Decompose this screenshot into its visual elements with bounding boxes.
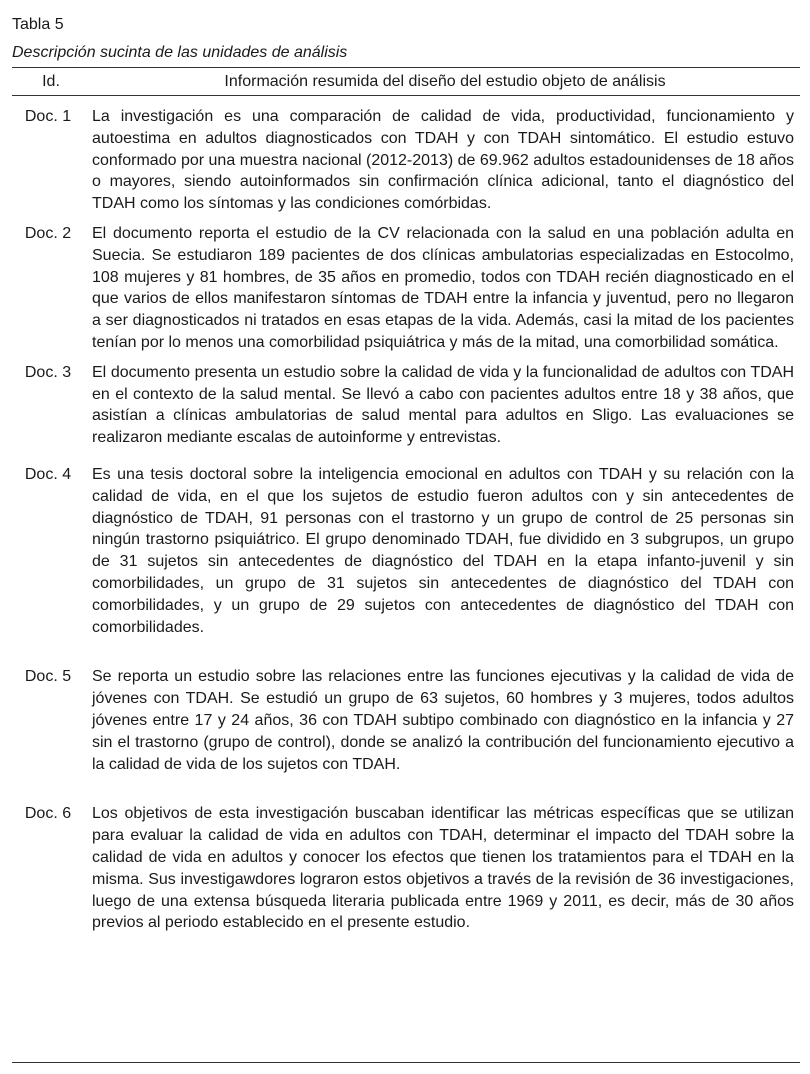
table-label: Tabla 5 xyxy=(12,16,64,33)
row-text: Se reporta un estudio sobre las relaciones entre las funciones ejecutivas y la calidad de vida de jóvenes con TDAH. Se estudió un grupo de 63 sujetos, 60 hombres y 3 mujeres, todos adultos jóvenes entre 17 y 24 años, 36 con TDAH subtipo combinado con diagnóstico en la infancia y 27 sin el trastorno (grupo de control), donde se analizó la contribución del funcionamiento ejecutivo a la calidad de vida de los sujetos con TDAH. xyxy=(92,668,794,773)
row-id: Doc. 4 xyxy=(24,465,72,483)
bottom-rule xyxy=(12,1062,800,1063)
table-row-doc-3 xyxy=(12,362,800,449)
header-info: Información resumida del diseño del estudio objeto de análisis xyxy=(224,73,666,90)
row-id: Doc. 5 xyxy=(24,668,72,686)
row-text: Los objetivos de esta investigación buscaban identificar las métricas específicas que se utilizan para evaluar la calidad de vida en adultos con TDAH, determinar el impacto del TDAH sobre la calidad de vida en adultos y conocer los efectos que tienen los tratamientos para el TDAH en la misma. Sus investigawdores lograron estos objetivos a través de la revisión de 36 investigaciones, luego de una extensa búsqueda literaria publicada entre 1969 y 2011, es decir, más de 30 años previos al periodo establecido en el presente estudio. xyxy=(92,805,794,932)
table-row-doc-6 xyxy=(12,803,800,934)
row-text: El documento reporta el estudio de la CV relacionada con la salud en una población adulta en Suecia. Se estudiaron 189 pacientes de dos clínicas ambulatorias especializadas en Estocolmo, 108 mujeres y 81 hombres, de 35 años en promedio, todos con TDAH recién diagnosticado en el que varios de ellos manifestaron síntomas de TDAH entre la infancia y juventud, pero no llegaron a ser diagnosticados ni tratados en esas etapas de la vida. Además, casi la mitad de los pacientes tenían por lo menos una comorbilidad psiquiátrica y más de la mitad, una comorbilidad somática. xyxy=(92,224,794,351)
table-header xyxy=(12,68,800,95)
row-id: Doc. 2 xyxy=(24,224,72,242)
header-id: Id. xyxy=(42,73,60,90)
table-row-doc-5 xyxy=(12,666,800,775)
table-title: Descripción sucinta de las unidades de análisis xyxy=(12,44,348,61)
table-body xyxy=(12,106,800,934)
row-text: Es una tesis doctoral sobre la inteligencia emocional en adultos con TDAH y su relación con la calidad de vida, en el que los sujetos de estudio fueron adultos con y sin antecedentes de diagnóstico de TDAH, 91 personas con el trastorno y un grupo de control de 25 personas sin ningún trastorno psiquiátrico. El grupo denominado TDAH, fue dividido en 3 subgrupos, un grupo de 31 sujetos sin antecedentes de diagnóstico del TDAH en la etapa infanto-juvenil y sin comorbilidades, un grupo de 31 sujetos sin antecedentes de diagnóstico del TDAH con comorbilidades, y un grupo de 29 sujetos con antecedentes de diagnóstico del TDAH con comorbilidades. xyxy=(92,465,794,636)
row-id: Doc. 3 xyxy=(24,363,72,381)
table-row-doc-1 xyxy=(12,106,800,215)
row-id: Doc. 1 xyxy=(24,108,72,125)
table-row-doc-4 xyxy=(12,464,800,638)
row-text: La investigación es una comparación de calidad de vida, productividad, funcionamiento y autoestima en adultos diagnosticados con TDAH y con TDAH sintomático. El estudio estuvo conformado por una muestra nacional (2012-2013) de 69.962 adultos estadounidenses de 18 años o mayores, siendo autoinformados sin confirmación clínica adicional, tanto el diagnóstico del TDAH como los síntomas y las condiciones comórbidas. xyxy=(92,108,794,213)
header-rule xyxy=(12,95,800,96)
table-row-doc-2 xyxy=(12,223,800,354)
row-id: Doc. 6 xyxy=(24,805,72,823)
document-page xyxy=(12,14,800,934)
row-text: El documento presenta un estudio sobre la calidad de vida y la funcionalidad de adultos con TDAH en el contexto de la salud mental. Se llevó a cabo con pacientes adultos entre 18 y 38 años, que asistían a clínicas ambulatorias de salud mental para adultos en Sligo. Las evaluaciones se realizaron mediante escalas de autoinforme y entrevistas. xyxy=(92,363,794,447)
